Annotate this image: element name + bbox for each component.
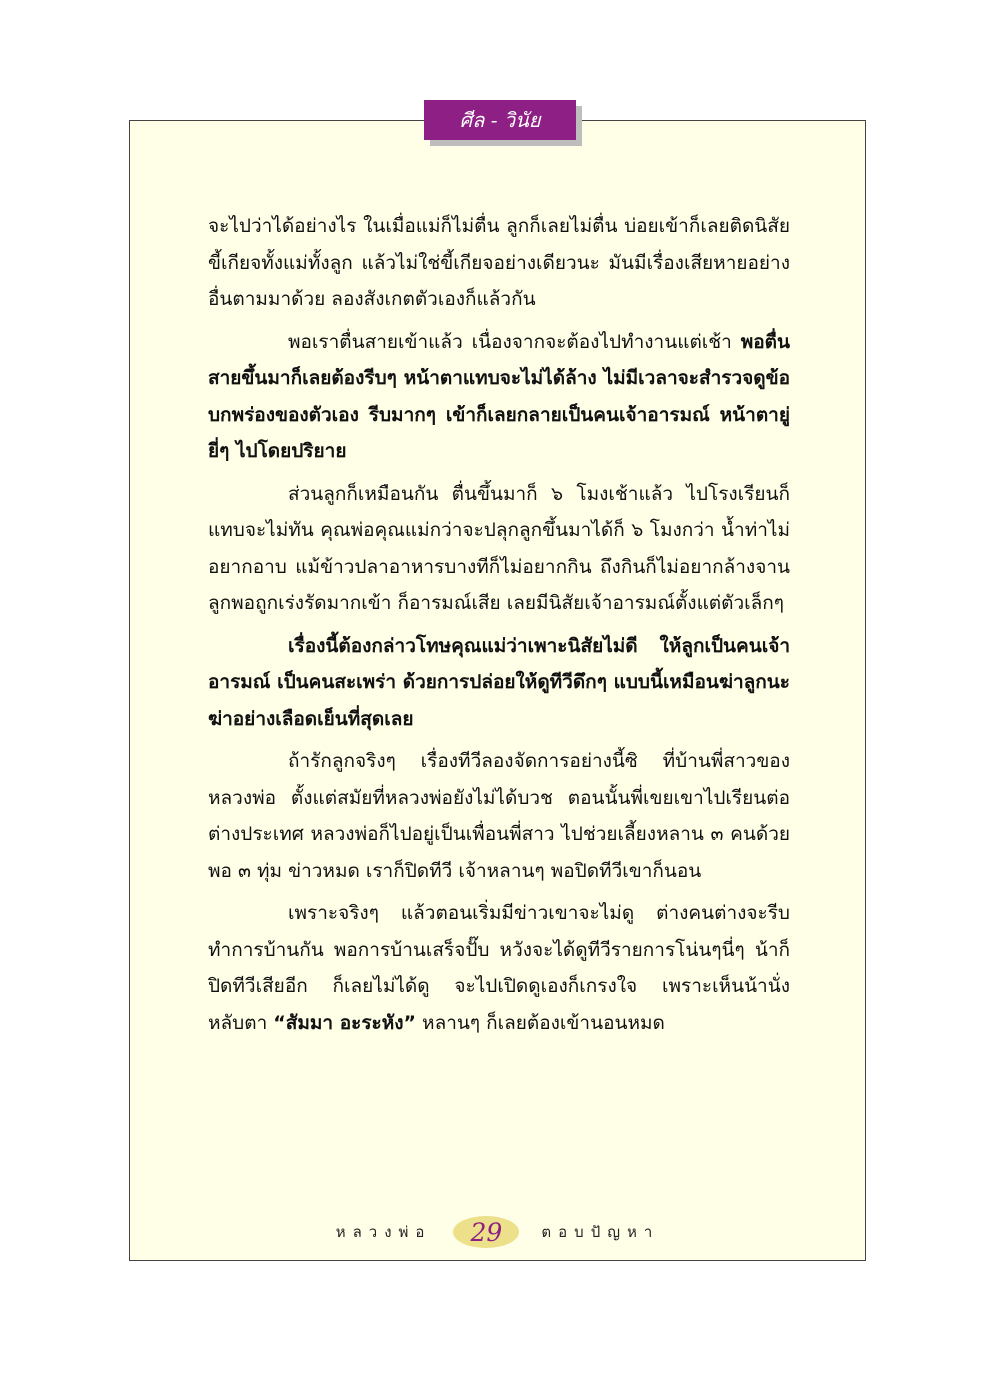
page-footer [129,1212,866,1252]
chapter-title: ศีล - วินัย [424,100,576,140]
paragraph-5: ถ้ารักลูกจริงๆ เรื่องทีวีลองจัดการอย่างนี้ซิ ที่บ้านพี่สาวของหลวงพ่อ ตั้งแต่สมัยที่หลวงพ่อยังไม่ได้บวช ตอนนั้นพี่เขยเขาไปเรียนต่อต่างประเทศ หลวงพ่อก็ไปอยู่เป็นเพื่อนพี่สาว ไปช่วยเลี้ยงหลาน ๓ คนด้วย พอ ๓ ทุ่ม ข่าวหมด เราก็ปิดทีวี เจ้าหลานๆ พอปิดทีวีเขาก็นอน [208,750,790,882]
page-number: 29 [453,1216,519,1248]
footer-right-text: ตอบปัญหา [541,1223,660,1241]
paragraph-3: ส่วนลูกก็เหมือนกัน ตื่นขึ้นมาก็ ๖ โมงเช้าแล้ว ไปโรงเรียนก็แทบจะไม่ทัน คุณพ่อคุณแม่กว่าจะปลุกลูกขึ้นมาได้ก็ ๖ โมงกว่า น้ำท่าไม่อยากอาบ แม้ข้าวปลาอาหารบางทีก็ไม่อยากกิน ถึงกินก็ไม่อยากล้างจาน ลูกพอถูกเร่งรัดมากเข้า ก็อารมณ์เสีย เลยมีนิสัยเจ้าอารมณ์ตั้งแต่ตัวเล็กๆ [208,482,790,614]
paragraph-4 [208,628,790,738]
body-text [208,208,790,1047]
paragraph-6-emphasis: “สัมมา อะระหัง” [273,1011,417,1034]
paragraph-6 [208,895,790,1041]
paragraph-2 [208,324,790,470]
paragraph-2-emphasis: พอตื่นสายขึ้นมาก็เลยต้องรีบๆ หน้าตาแทบจะไม่ได้ล้าง ไม่มีเวลาจะสำรวจดูข้อบกพร่องของตัวเอง รีบมากๆ เข้าก็เลยกลายเป็นคนเจ้าอารมณ์ หน้าตายู่ยี่ๆ ไปโดยปริยาย [208,330,790,462]
paragraph-6-text-b: หลานๆ ก็เลยต้องเข้านอนหมด [416,1011,665,1034]
paragraph-2-text: พอเราตื่นสายเข้าแล้ว เนื่องจากจะต้องไปทำงานแต่เช้า [288,330,741,353]
paragraph-4-emphasis: เรื่องนี้ต้องกล่าวโทษคุณแม่ว่าเพาะนิสัยไม่ดี ให้ลูกเป็นคนเจ้าอารมณ์ เป็นคนสะเพร่า ด้วยการปล่อยให้ดูทีวีดึกๆ แบบนี้เหมือนฆ่าลูกนะ ฆ่าอย่างเลือดเย็นที่สุดเลย [208,634,790,730]
paragraph-1: จะไปว่าได้อย่างไร ในเมื่อแม่ก็ไม่ตื่น ลูกก็เลยไม่ตื่น บ่อยเข้าก็เลยติดนิสัยขี้เกียจทั้งแม่ทั้งลูก แล้วไม่ใช่ขี้เกียจอย่างเดียวนะ มันมีเรื่องเสียหายอย่างอื่นตามมาด้วย ลองสังเกตตัวเองก็แล้วกัน [208,215,790,310]
footer-left-text: หลวงพ่อ [335,1223,432,1241]
paragraph-6-text-a: เพราะจริงๆ แล้วตอนเริ่มมีข่าวเขาจะไม่ดู ต่างคนต่างจะรีบทำการบ้านกัน พอการบ้านเสร็จปั๊บ หวังจะได้ดูทีวีรายการโน่นๆนี่ๆ น้าก็ปิดทีวีเสียอีก ก็เลยไม่ได้ดู จะไปเปิดดูเองก็เกรงใจ เพราะเห็นน้านั่งหลับตา [208,902,790,1034]
